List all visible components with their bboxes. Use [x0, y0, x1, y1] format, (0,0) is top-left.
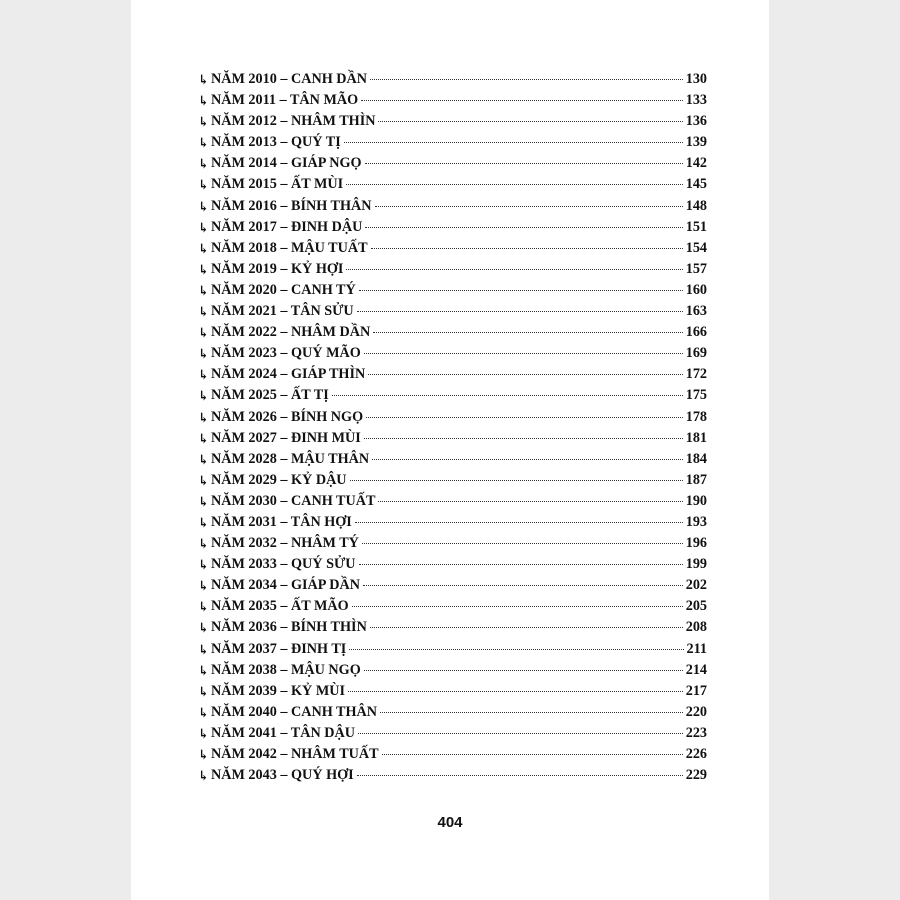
- toc-entry-page-number: 154: [685, 239, 707, 256]
- arrow-bullet-icon: ↳: [198, 493, 209, 509]
- toc-entry-title: NĂM 2018 – MẬU TUẤT: [211, 239, 368, 256]
- arrow-bullet-icon: ↳: [198, 177, 209, 193]
- dot-leader: [359, 564, 683, 565]
- toc-entry: [198, 451, 707, 472]
- arrow-bullet-icon: ↳: [198, 725, 209, 741]
- toc-entry-title: NĂM 2038 – MẬU NGỌ: [211, 661, 361, 678]
- toc-entry-title: NĂM 2035 – ẤT MÃO: [211, 598, 349, 615]
- toc-entry-page-number: 181: [685, 429, 707, 446]
- dot-leader: [375, 206, 683, 207]
- toc-entry: [198, 514, 707, 535]
- toc-entry: [198, 641, 707, 662]
- toc-entry: [198, 324, 707, 345]
- dot-leader: [371, 248, 683, 249]
- toc-entry-page-number: 157: [685, 260, 707, 277]
- arrow-bullet-icon: ↳: [198, 325, 209, 341]
- toc-entry-page-number: 136: [685, 113, 707, 130]
- dot-leader: [363, 585, 683, 586]
- toc-entry-page-number: 208: [685, 619, 707, 636]
- dot-leader: [372, 459, 683, 460]
- dot-leader: [364, 670, 683, 671]
- toc-entry-page-number: 187: [685, 471, 707, 488]
- dot-leader: [365, 163, 683, 164]
- toc-entry: [198, 598, 707, 619]
- toc-entry-title: NĂM 2033 – QUÝ SỬU: [211, 556, 356, 573]
- toc-entry-title: NĂM 2039 – KỶ MÙI: [211, 682, 345, 699]
- toc-entry-title: NĂM 2042 – NHÂM TUẤT: [211, 746, 379, 762]
- dot-leader: [357, 775, 683, 776]
- toc-entry-title: NĂM 2022 – NHÂM DẦN: [211, 324, 371, 341]
- toc-entry-title: NĂM 2021 – TÂN SỬU: [211, 303, 354, 320]
- toc-entry-page-number: 193: [685, 513, 707, 530]
- toc-entry-page-number: 202: [685, 577, 707, 594]
- toc-entry-page-number: 148: [685, 197, 707, 214]
- toc-entry-title: NĂM 2036 – BÍNH THÌN: [211, 619, 367, 636]
- toc-entry: [198, 155, 707, 176]
- toc-entry-title: NĂM 2027 – ĐINH MÙI: [211, 429, 361, 446]
- dot-leader: [359, 290, 683, 291]
- toc-entry-title: NĂM 2040 – CANH THÂN: [211, 703, 378, 720]
- toc-entry-page-number: 169: [685, 345, 707, 362]
- toc-entry-page-number: 163: [685, 303, 707, 320]
- dot-leader: [358, 733, 683, 734]
- dot-leader: [361, 100, 683, 101]
- arrow-bullet-icon: ↳: [198, 240, 209, 256]
- arrow-bullet-icon: ↳: [198, 747, 209, 762]
- toc-entry: [198, 704, 707, 725]
- dot-leader: [346, 184, 683, 185]
- arrow-bullet-icon: ↳: [198, 768, 209, 784]
- dot-leader: [373, 332, 683, 333]
- toc-entry: [198, 535, 707, 556]
- document-page: [131, 0, 769, 900]
- toc-entry-title: NĂM 2019 – KỶ HỢI: [211, 260, 344, 277]
- dot-leader: [366, 417, 683, 418]
- toc-entry: [198, 92, 707, 113]
- toc-entry-page-number: 199: [685, 556, 707, 573]
- toc-entry: [198, 556, 707, 577]
- toc-entry: [198, 387, 707, 408]
- dot-leader: [382, 754, 683, 755]
- arrow-bullet-icon: ↳: [198, 261, 209, 277]
- arrow-bullet-icon: ↳: [198, 514, 209, 530]
- arrow-bullet-icon: ↳: [198, 93, 209, 109]
- toc-entry-title: NĂM 2010 – CANH DẦN: [211, 71, 368, 87]
- toc-entry-title: NĂM 2017 – ĐINH DẬU: [211, 218, 363, 235]
- toc-entry-title: NĂM 2016 – BÍNH THÂN: [211, 197, 372, 214]
- dot-leader: [370, 627, 683, 628]
- toc-entry: [198, 662, 707, 683]
- arrow-bullet-icon: ↳: [198, 662, 209, 678]
- dot-leader: [348, 691, 683, 692]
- arrow-bullet-icon: ↳: [198, 72, 209, 87]
- toc-entry-page-number: 223: [685, 724, 707, 741]
- arrow-bullet-icon: ↳: [198, 135, 209, 151]
- toc-entry-title: NĂM 2032 – NHÂM TÝ: [211, 535, 359, 552]
- toc-entry-title: NĂM 2024 – GIÁP THÌN: [211, 366, 366, 383]
- arrow-bullet-icon: ↳: [198, 282, 209, 298]
- arrow-bullet-icon: ↳: [198, 198, 209, 214]
- toc-entry-title: NĂM 2034 – GIÁP DẦN: [211, 577, 360, 594]
- dot-leader: [378, 121, 682, 122]
- toc-entry-title: NĂM 2029 – KỶ DẬU: [211, 471, 347, 488]
- arrow-bullet-icon: ↳: [198, 620, 209, 636]
- toc-entry-page-number: 175: [685, 387, 707, 404]
- toc-entry: [198, 577, 707, 598]
- toc-entry: [198, 240, 707, 261]
- arrow-bullet-icon: ↳: [198, 430, 209, 446]
- dot-leader: [365, 227, 682, 228]
- toc-entry: [198, 725, 707, 746]
- dot-leader: [350, 480, 683, 481]
- toc-entry-title: NĂM 2014 – GIÁP NGỌ: [211, 155, 362, 172]
- toc-entry: [198, 366, 707, 387]
- toc-entry: [198, 619, 707, 640]
- toc-entry-page-number: 205: [685, 598, 707, 615]
- toc-entry: [198, 261, 707, 282]
- toc-entry-title: NĂM 2012 – NHÂM THÌN: [211, 113, 376, 130]
- toc-entry: [198, 219, 707, 240]
- arrow-bullet-icon: ↳: [198, 156, 209, 172]
- toc-entry-page-number: 217: [685, 682, 707, 699]
- dot-leader: [370, 79, 683, 80]
- dot-leader: [355, 522, 683, 523]
- toc-entry-page-number: 214: [685, 661, 707, 678]
- arrow-bullet-icon: ↳: [198, 472, 209, 488]
- dot-leader: [357, 311, 683, 312]
- toc-entry-page-number: 133: [685, 92, 707, 109]
- toc-entry-page-number: 145: [685, 176, 707, 193]
- arrow-bullet-icon: ↳: [198, 704, 209, 720]
- dot-leader: [364, 438, 683, 439]
- toc-entry-page-number: 172: [685, 366, 707, 383]
- toc-entry-page-number: 160: [685, 281, 707, 298]
- arrow-bullet-icon: ↳: [198, 557, 209, 573]
- toc-entry: [198, 683, 707, 704]
- toc-entry: [198, 746, 707, 767]
- toc-entry-title: NĂM 2043 – QUÝ HỢI: [211, 767, 354, 784]
- toc-entry: [198, 303, 707, 324]
- toc-entry-page-number: 196: [685, 535, 707, 552]
- toc-entry: [198, 345, 707, 366]
- dot-leader: [349, 649, 683, 650]
- dot-leader: [344, 142, 683, 143]
- dot-leader: [346, 269, 682, 270]
- toc-entry-title: NĂM 2025 – ẤT TỊ: [211, 387, 329, 404]
- toc-entry-page-number: 139: [685, 134, 707, 151]
- toc-entry-page-number: 220: [685, 703, 707, 720]
- toc-entry: [198, 493, 707, 514]
- arrow-bullet-icon: ↳: [198, 536, 209, 552]
- toc-entry: [198, 472, 707, 493]
- arrow-bullet-icon: ↳: [198, 599, 209, 615]
- arrow-bullet-icon: ↳: [198, 683, 209, 699]
- toc-entry-title: NĂM 2028 – MẬU THÂN: [211, 450, 370, 467]
- toc-entry-page-number: 142: [685, 155, 707, 172]
- table-of-contents: [198, 71, 707, 788]
- toc-entry: [198, 282, 707, 303]
- toc-entry-page-number: 166: [685, 324, 707, 341]
- toc-entry-title: NĂM 2041 – TÂN DẬU: [211, 724, 355, 741]
- toc-entry: [198, 71, 707, 92]
- dot-leader: [362, 543, 683, 544]
- toc-entry: [198, 134, 707, 155]
- arrow-bullet-icon: ↳: [198, 388, 209, 404]
- page-number: 404: [437, 814, 463, 831]
- toc-entry-title: NĂM 2023 – QUÝ MÃO: [211, 345, 361, 362]
- toc-entry: [198, 176, 707, 197]
- toc-entry-page-number: 229: [685, 767, 707, 784]
- toc-entry-title: NĂM 2030 – CANH TUẤT: [211, 492, 376, 509]
- arrow-bullet-icon: ↳: [198, 451, 209, 467]
- toc-entry-title: NĂM 2013 – QUÝ TỊ: [211, 134, 341, 151]
- toc-entry-title: NĂM 2011 – TÂN MÃO: [211, 92, 359, 109]
- toc-entry: [198, 409, 707, 430]
- arrow-bullet-icon: ↳: [198, 641, 209, 657]
- arrow-bullet-icon: ↳: [198, 114, 209, 130]
- toc-entry: [198, 767, 707, 788]
- toc-entry-page-number: 211: [686, 640, 707, 657]
- dot-leader: [364, 353, 683, 354]
- toc-entry: [198, 113, 707, 134]
- toc-entry-title: NĂM 2031 – TÂN HỢI: [211, 513, 352, 530]
- toc-entry-page-number: 130: [685, 71, 707, 87]
- dot-leader: [352, 606, 683, 607]
- arrow-bullet-icon: ↳: [198, 409, 209, 425]
- toc-entry-page-number: 226: [685, 746, 707, 762]
- toc-entry-title: NĂM 2026 – BÍNH NGỌ: [211, 408, 364, 425]
- toc-entry-page-number: 151: [685, 218, 707, 235]
- toc-entry-page-number: 184: [685, 450, 707, 467]
- toc-entry: [198, 198, 707, 219]
- dot-leader: [332, 395, 683, 396]
- toc-entry: [198, 430, 707, 451]
- arrow-bullet-icon: ↳: [198, 219, 209, 235]
- arrow-bullet-icon: ↳: [198, 346, 209, 362]
- dot-leader: [378, 501, 682, 502]
- dot-leader: [368, 374, 682, 375]
- toc-entry-page-number: 190: [685, 492, 707, 509]
- dot-leader: [380, 712, 683, 713]
- arrow-bullet-icon: ↳: [198, 578, 209, 594]
- toc-entry-title: NĂM 2020 – CANH TÝ: [211, 281, 356, 298]
- toc-entry-title: NĂM 2037 – ĐINH TỊ: [211, 640, 347, 657]
- toc-entry-title: NĂM 2015 – ẤT MÙI: [211, 176, 344, 193]
- toc-entry-page-number: 178: [685, 408, 707, 425]
- arrow-bullet-icon: ↳: [198, 367, 209, 383]
- arrow-bullet-icon: ↳: [198, 304, 209, 320]
